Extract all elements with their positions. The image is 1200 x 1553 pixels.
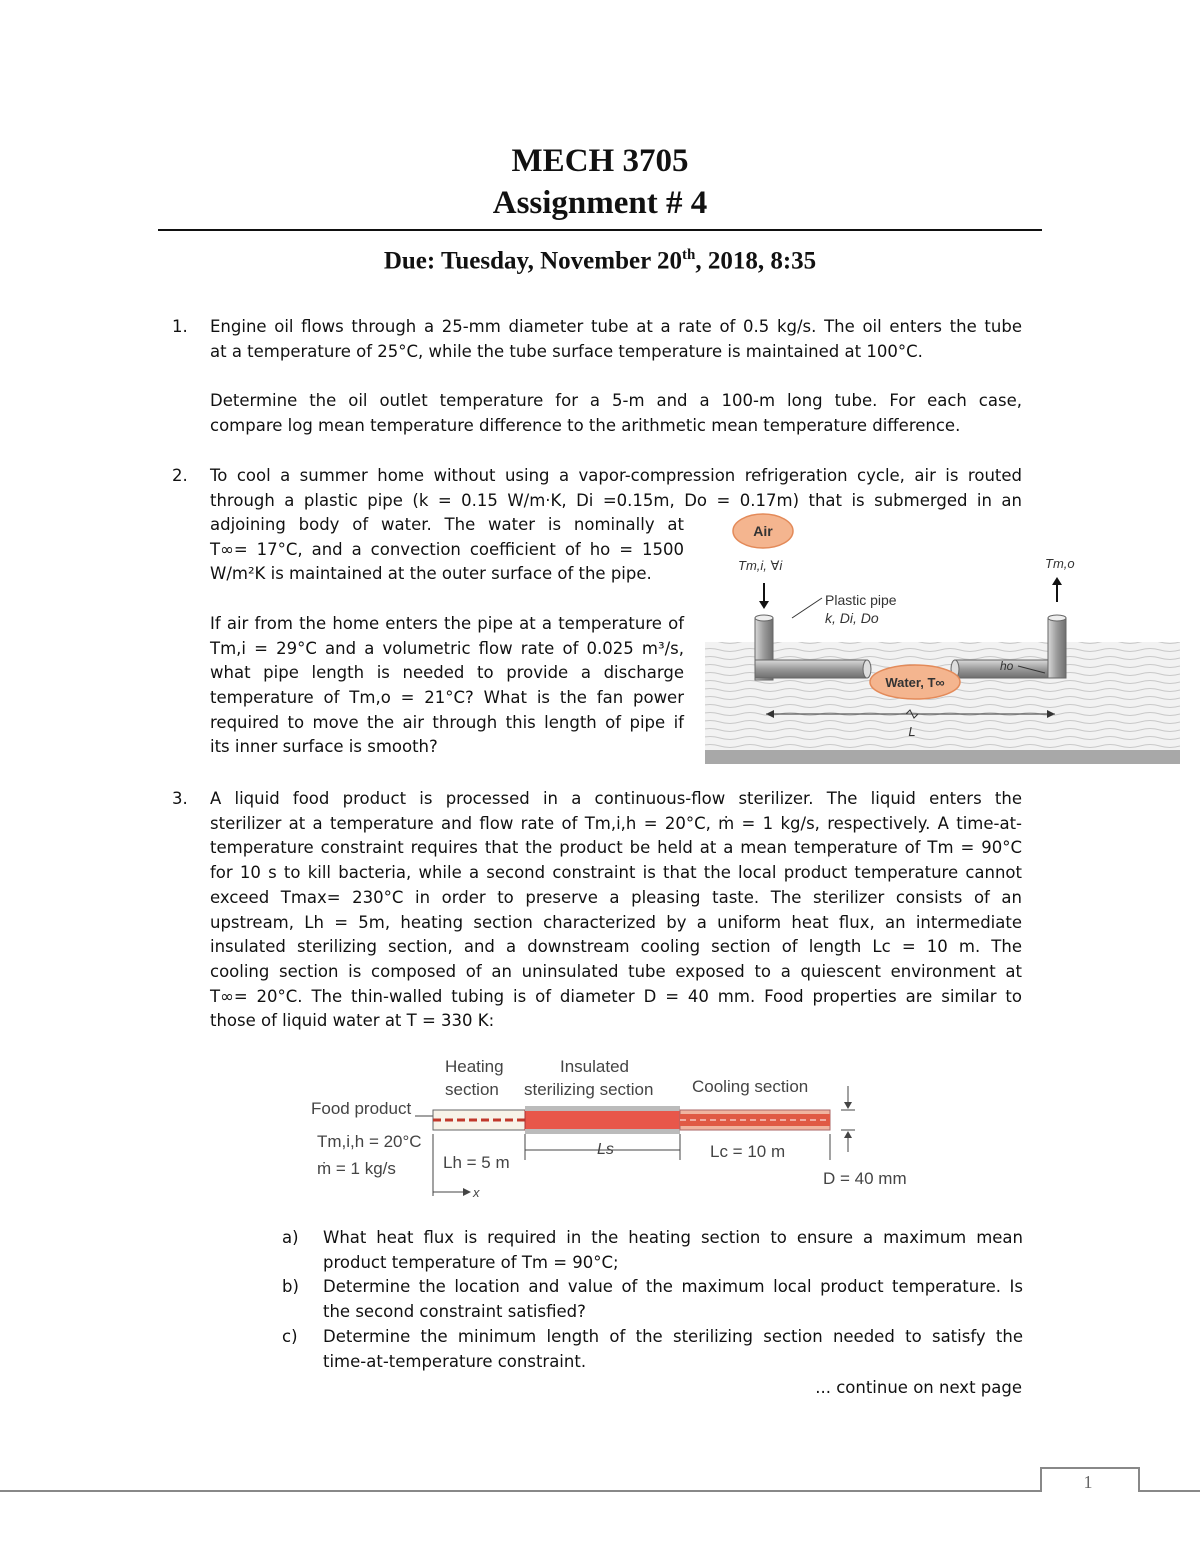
page-number: 1 bbox=[1083, 1472, 1093, 1492]
header-rule bbox=[158, 229, 1042, 231]
sterilizer-figure bbox=[305, 1050, 930, 1200]
sub-b-body: Determine the location and value of the maximum local product temperature. Is the second constraint satisfied? bbox=[323, 1277, 1023, 1321]
sub-a-label: a) bbox=[282, 1228, 299, 1247]
pipe-left-horizontal bbox=[755, 660, 867, 678]
q1-number: 1. bbox=[172, 317, 188, 336]
sub-b-label: b) bbox=[282, 1277, 299, 1296]
sub-c-label: c) bbox=[282, 1327, 298, 1346]
ground bbox=[705, 750, 1180, 764]
q3-number: 3. bbox=[172, 789, 188, 808]
q3-body: A liquid food product is processed in a continuous-flow sterilizer. The liquid enters the sterilizer at a temperature and flow rate of Tm,i,h = 20°C, ṁ = 1 kg/s, respectively. A time-at- temperature constraint requires that the product be held at a mean temperature of Tm = 90°C for 10 s to kill bacteria, while a second constraint is that the local product temperature cannot exceed Tmax= 230°C in order to preserve a pleasing taste. The sterilizer consists of an upstream, Lh = 5m, heating section characterized by a uniform heat flux, an intermediate insulated sterilizing section, and a downstream cooling section of length Lc = 10 m. The cooling section is composed of an uninsulated tube exposed to a quiescent environment at T∞= 20°C. The thin-walled tubing is of diameter D = 40 mm. Food properties are similar to those of liquid water at T = 330 K: bbox=[210, 789, 1022, 1031]
water-label: Water, T∞ bbox=[885, 675, 945, 690]
mass-flow-label: ṁ = 1 kg/s bbox=[317, 1159, 396, 1178]
cooling-length-label: Lc = 10 m bbox=[710, 1142, 786, 1161]
x-axis-label: x bbox=[473, 1185, 480, 1200]
air-label: Air bbox=[753, 523, 773, 539]
outlet-label: Tm,o bbox=[1045, 556, 1075, 571]
cooling-label: Cooling section bbox=[692, 1077, 809, 1096]
assignment-title: Assignment # 4 bbox=[492, 185, 708, 221]
q1-body: Engine oil flows through a 25-mm diameter tube at a rate of 0.5 kg/s. The oil enters the tube at a temperature of 25°C, while the tube surface temperature is maintained at 100°C. Determine the oil outlet temperature for a 5-m and a 100-m long tube. For each case, compare log mean temperature difference to the arithmetic mean temperature difference. bbox=[210, 317, 1022, 435]
course-title: MECH 3705 bbox=[511, 143, 689, 179]
pipe-label: Plastic pipe bbox=[825, 592, 897, 608]
inlet-label: Tm,i, ∀i bbox=[738, 558, 783, 573]
footer-rule bbox=[0, 1490, 1200, 1492]
insulated-label-2: sterilizing section bbox=[524, 1080, 654, 1099]
continue-note: ... continue on next page bbox=[815, 1378, 1022, 1397]
due-date: Due: Tuesday, November 20th, 2018, 8:35 bbox=[383, 247, 817, 275]
insulated-label-1: Insulated bbox=[560, 1057, 629, 1076]
heating-label-2: section bbox=[445, 1080, 499, 1099]
sterilizing-length-label: Ls bbox=[597, 1141, 614, 1158]
pipe-outlet-leg bbox=[1048, 618, 1066, 678]
length-label: L bbox=[908, 724, 916, 739]
q2-number: 2. bbox=[172, 466, 188, 485]
diameter-label: D = 40 mm bbox=[823, 1169, 907, 1188]
pipe-props-label: k, Di, Do bbox=[825, 610, 879, 626]
heating-label-1: Heating bbox=[445, 1057, 504, 1076]
food-product-label: Food product bbox=[311, 1099, 412, 1118]
ho-label: ho bbox=[1000, 659, 1014, 673]
heating-length-label: Lh = 5 m bbox=[443, 1153, 510, 1172]
sub-c-body: Determine the minimum length of the sterilizing section needed to satisfy the time-at-temperature constraint. bbox=[323, 1327, 1023, 1371]
pipe-figure bbox=[700, 510, 1185, 770]
q2-body-top: To cool a summer home without using a vapor-compression refrigeration cycle, air is routed through a plastic pipe (k = 0.15 W/m·K, Di =0.15m, Do = 0.17m) that is submerged in an bbox=[210, 466, 1022, 510]
insulated-section bbox=[525, 1110, 680, 1130]
q2-body-left: adjoining body of water. The water is nominally at T∞= 17°C, and a convection coefficient of ho = 1500 W/m²K is maintained at the outer surface of the pipe. If air from the home enters the pipe at a temperature of Tm,i = 29°C and a volumetric flow rate of 0.025 m³/s, what pipe length is needed to provide a discharge temperature of Tm,o = 21°C? What is the fan power required to move the air through this length of pipe if its inner surface is smooth? bbox=[210, 515, 684, 757]
inlet-temperature-label: Tm,i,h = 20°C bbox=[317, 1132, 422, 1151]
sub-a-body: What heat flux is required in the heating section to ensure a maximum mean product temperature of Tm = 90°C; bbox=[323, 1228, 1023, 1272]
